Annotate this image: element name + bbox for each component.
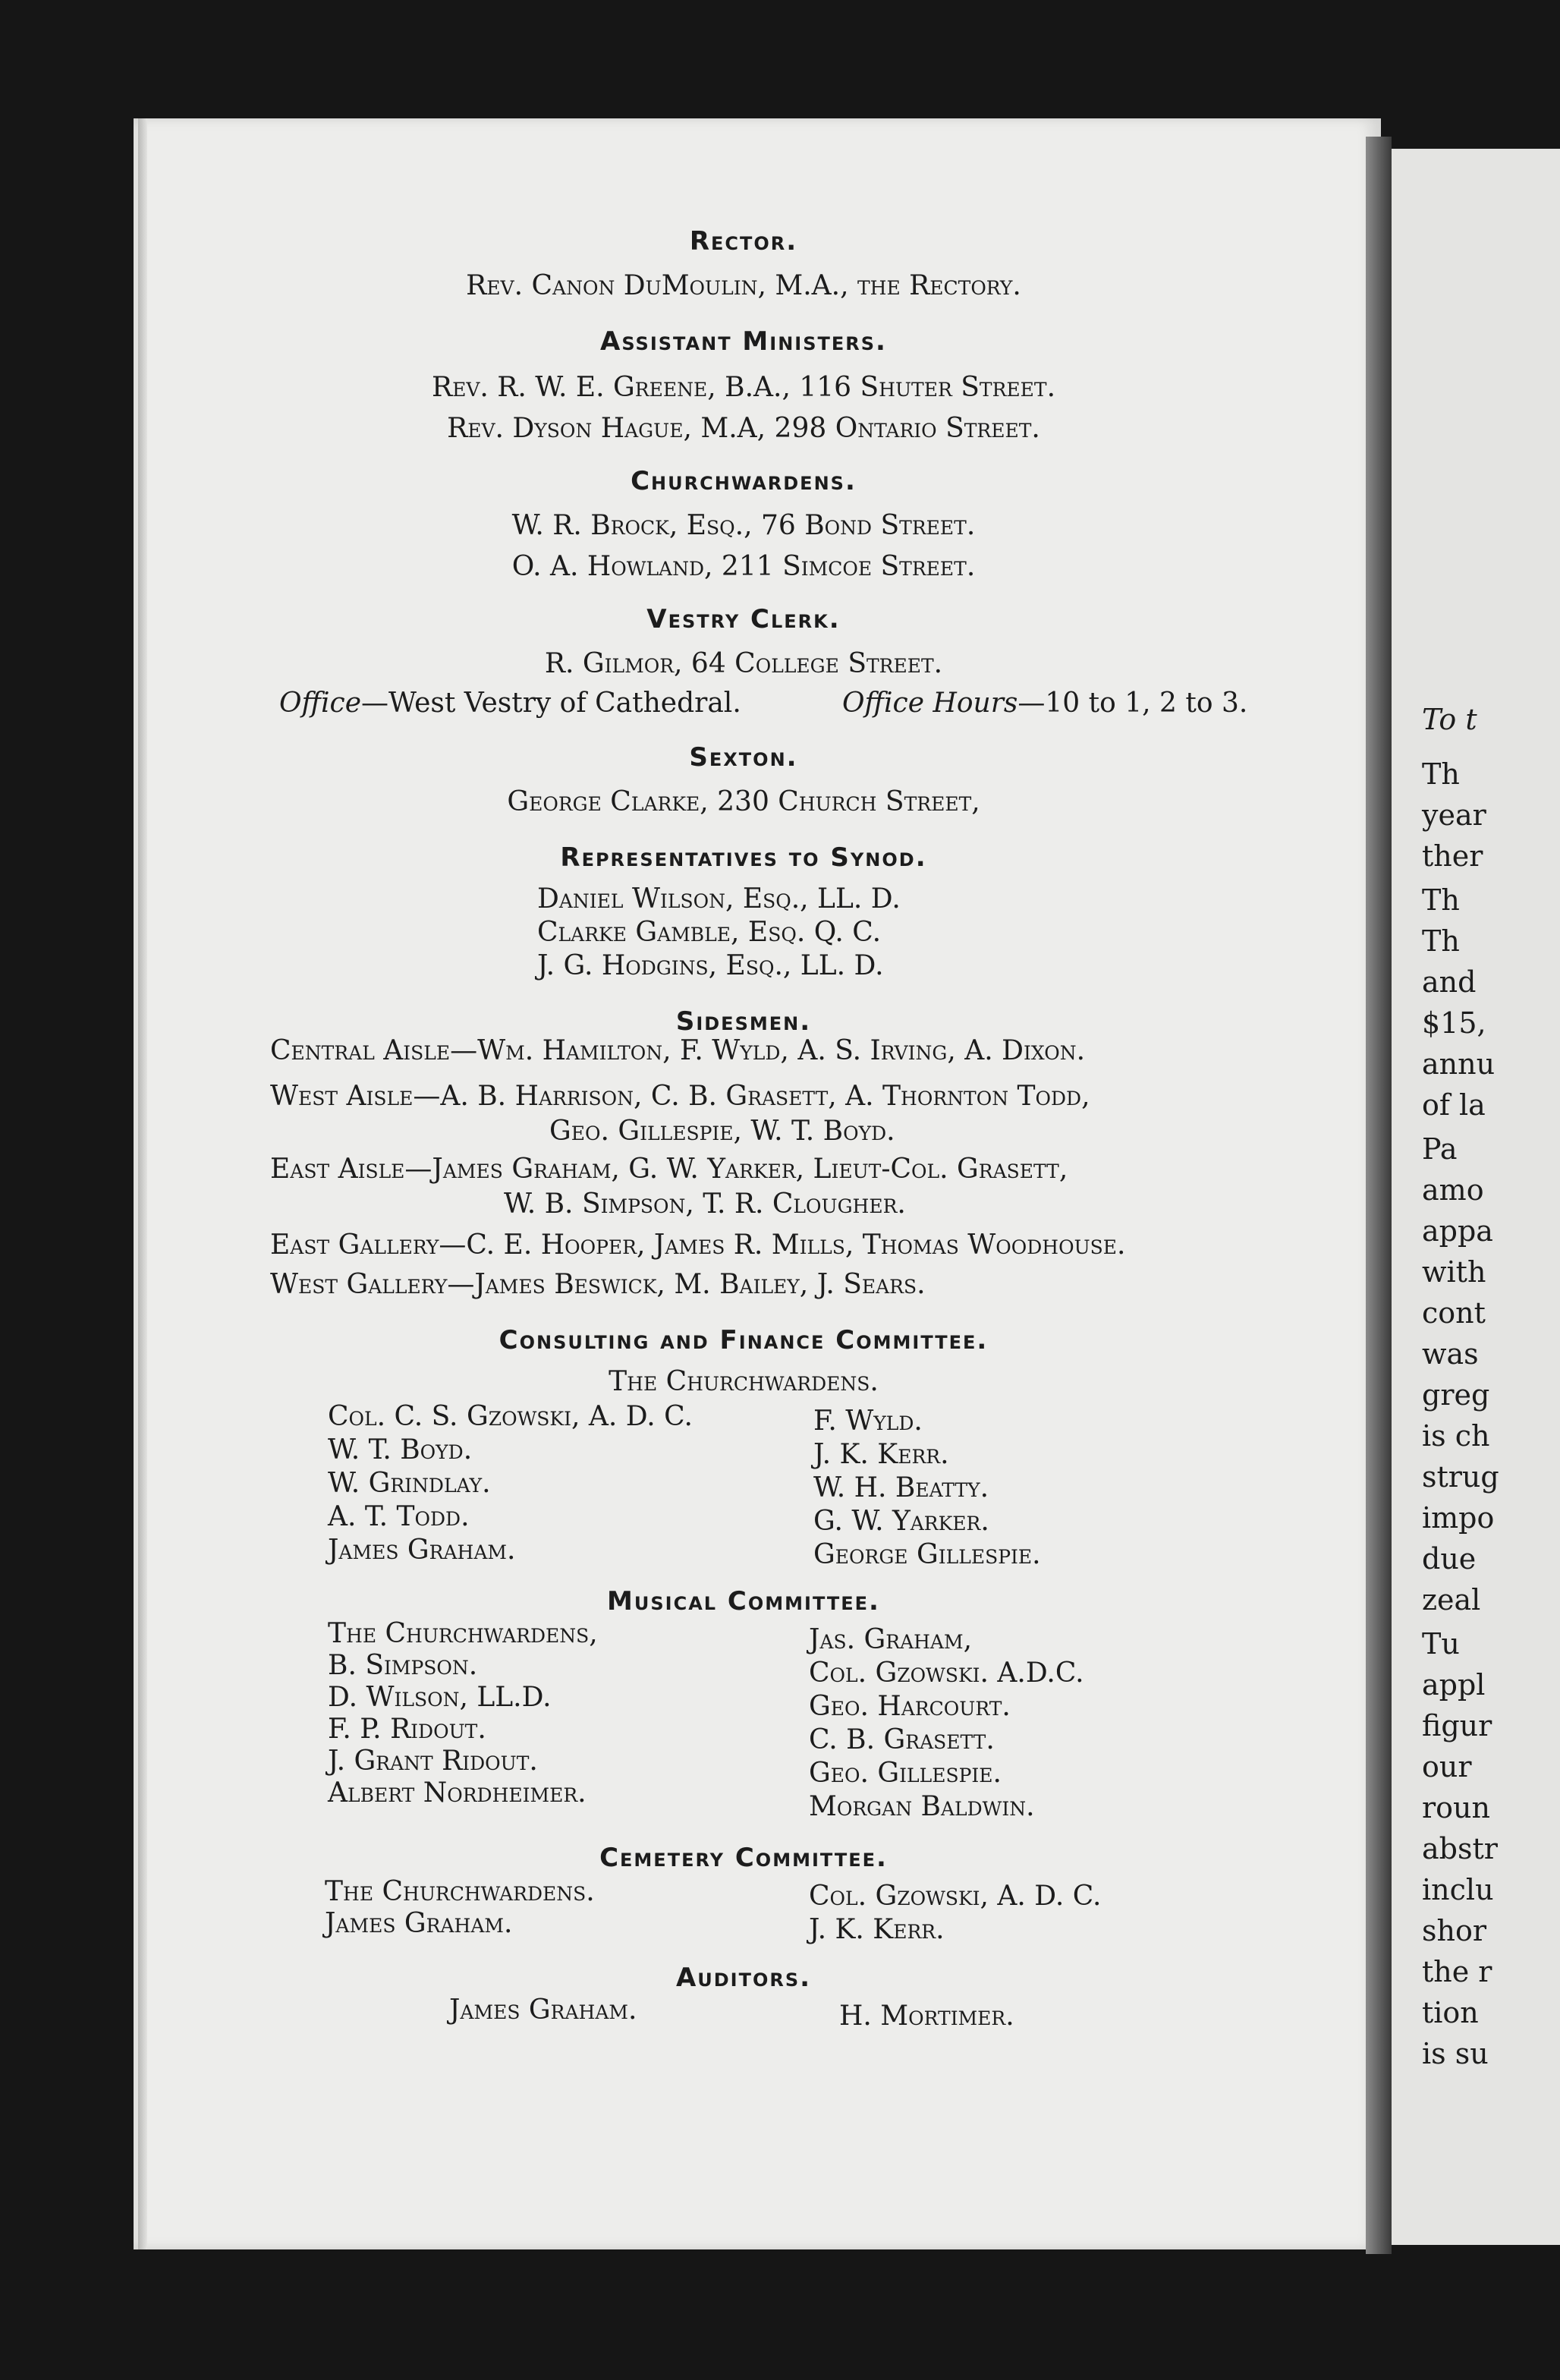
auditor: James Graham. (449, 1994, 637, 2026)
consulting-heading: Consulting and Finance Committee. (499, 1325, 989, 1355)
consulting-member: F. Wyld. (813, 1406, 923, 1437)
consulting-member: W. Grindlay. (328, 1468, 491, 1499)
right-page-line: is su (1422, 2037, 1489, 2070)
cemetery-member: The Churchwardens. (325, 1876, 595, 1907)
synod-line: Daniel Wilson, Esq., LL. D. (537, 883, 901, 915)
right-page-line: $15, (1422, 1006, 1486, 1040)
right-page-line: our (1422, 1750, 1472, 1783)
musical-member: F. P. Ridout. (328, 1714, 486, 1745)
churchwarden-line: O. A. Howland, 211 Simcoe Street. (511, 551, 976, 582)
sexton-line: George Clarke, 230 Church Street, (507, 786, 980, 817)
musical-member: J. Grant Ridout. (328, 1746, 538, 1777)
musical-member: Col. Gzowski. A.D.C. (809, 1658, 1084, 1689)
book-spine (1366, 137, 1392, 2254)
musical-member: Geo. Gillespie. (809, 1758, 1002, 1789)
cemetery-member: James Graham. (325, 1908, 513, 1939)
right-page-line: roun (1422, 1791, 1490, 1824)
office-hours-text: —10 to 1, 2 to 3. (1017, 688, 1248, 719)
consulting-member: W. H. Beatty. (813, 1472, 989, 1503)
synod-line: J. G. Hodgins, Esq., LL. D. (537, 950, 884, 981)
right-page-line: Pa (1422, 1132, 1458, 1166)
synod-line: Clarke Gamble, Esq. Q. C. (537, 917, 882, 948)
right-page-line: year (1422, 798, 1486, 832)
office-location (279, 688, 741, 719)
right-page-line: cont (1422, 1296, 1486, 1330)
cemetery-member: Col. Gzowski, A. D. C. (809, 1881, 1102, 1912)
sidesmen-line: East Aisle—James Graham, G. W. Yarker, Lieut-Col. Grasett, (270, 1154, 1068, 1185)
right-page-line: figur (1422, 1709, 1492, 1742)
sidesmen-line: West Gallery—James Beswick, M. Bailey, J. Sears. (270, 1269, 926, 1300)
musical-member: B. Simpson. (328, 1650, 478, 1681)
musical-member: Morgan Baldwin. (809, 1791, 1035, 1822)
vestry-clerk-line: R. Gilmor, 64 College Street. (544, 648, 943, 679)
right-page-line: strug (1422, 1460, 1499, 1494)
vestry-clerk-heading: Vestry Clerk. (646, 604, 841, 634)
right-page-line: is ch (1422, 1419, 1490, 1453)
right-page-line: tion (1422, 1996, 1479, 2029)
synod-heading: Representatives to Synod. (560, 842, 927, 873)
right-page-line: Tu (1422, 1627, 1460, 1661)
right-page-line: abstr (1422, 1832, 1498, 1865)
auditors-heading: Auditors. (675, 1963, 812, 1993)
right-page-line: due (1422, 1542, 1477, 1576)
right-page-line: amo (1422, 1173, 1484, 1207)
right-page-line: Th (1422, 757, 1460, 791)
consulting-member: W. T. Boyd. (328, 1434, 473, 1465)
musical-member: D. Wilson, LL.D. (328, 1682, 552, 1713)
sidesmen-line: East Gallery—C. E. Hooper, James R. Mills, Thomas Woodhouse. (270, 1229, 1126, 1261)
consulting-subheading: The Churchwardens. (609, 1366, 879, 1397)
musical-heading: Musical Committee. (607, 1586, 880, 1617)
consulting-member: A. T. Todd. (328, 1501, 470, 1532)
office-label: Office (279, 688, 361, 719)
churchwarden-line: W. R. Brock, Esq., 76 Bond Street. (511, 510, 976, 541)
office-hours (842, 688, 1247, 719)
musical-member: Jas. Graham, (809, 1624, 973, 1655)
sexton-heading: Sexton. (689, 742, 798, 773)
sidesmen-line: Geo. Gillespie, W. T. Boyd. (549, 1116, 895, 1147)
right-page-line: with (1422, 1255, 1486, 1289)
sidesmen-line: West Aisle—A. B. Harrison, C. B. Grasett, A. Thornton Todd, (270, 1081, 1090, 1112)
musical-member: The Churchwardens, (328, 1618, 598, 1649)
assistant-minister-line: Rev. R. W. E. Greene, B.A., 116 Shuter Street. (431, 372, 1056, 403)
consulting-member: G. W. Yarker. (813, 1506, 989, 1537)
office-text: —West Vestry of Cathedral. (361, 688, 741, 719)
consulting-member: Col. C. S. Gzowski, A. D. C. (328, 1401, 693, 1432)
rector-heading: Rector. (689, 226, 798, 257)
assistant-minister-line: Rev. Dyson Hague, M.A, 298 Ontario Street. (447, 413, 1040, 444)
right-page-line: the r (1422, 1955, 1492, 1988)
musical-member: Geo. Harcourt. (809, 1691, 1011, 1722)
right-page-line: appa (1422, 1214, 1493, 1248)
right-page-line: and (1422, 965, 1477, 999)
right-page-line: To t (1422, 703, 1477, 736)
right-page-line: appl (1422, 1668, 1486, 1702)
consulting-member: J. K. Kerr. (813, 1439, 949, 1470)
sidesmen-heading: Sidesmen. (675, 1006, 812, 1037)
consulting-member: George Gillespie. (813, 1539, 1041, 1570)
right-page-line: inclu (1422, 1873, 1494, 1906)
sidesmen-line: Central Aisle—Wm. Hamilton, F. Wyld, A. S. Irving, A. Dixon. (270, 1035, 1086, 1066)
right-page-line: of la (1422, 1088, 1486, 1122)
right-page-line: annu (1422, 1047, 1496, 1081)
musical-member: C. B. Grasett. (809, 1724, 995, 1755)
cemetery-member: J. K. Kerr. (809, 1914, 945, 1945)
churchwardens-heading: Churchwardens. (631, 466, 857, 496)
sidesmen-line: W. B. Simpson, T. R. Clougher. (504, 1188, 906, 1220)
right-page-line: was (1422, 1337, 1479, 1371)
right-page-line: Th (1422, 924, 1460, 958)
cemetery-heading: Cemetery Committee. (599, 1843, 888, 1873)
right-page-line: greg (1422, 1378, 1490, 1412)
consulting-member: James Graham. (328, 1535, 516, 1566)
office-hours-label: Office Hours (842, 688, 1018, 719)
right-page-line: ther (1422, 839, 1483, 873)
auditor: H. Mortimer. (839, 2001, 1014, 2032)
right-page (1392, 149, 1560, 2245)
right-page-line: impo (1422, 1501, 1495, 1535)
right-page-line: Th (1422, 883, 1460, 917)
right-page-line: zeal (1422, 1583, 1481, 1617)
assistant-ministers-heading: Assistant Ministers. (600, 326, 887, 357)
musical-member: Albert Nordheimer. (328, 1777, 587, 1809)
rector-line: Rev. Canon DuMoulin, M.A., the Rectory. (466, 270, 1021, 301)
right-page-line: shor (1422, 1914, 1487, 1947)
